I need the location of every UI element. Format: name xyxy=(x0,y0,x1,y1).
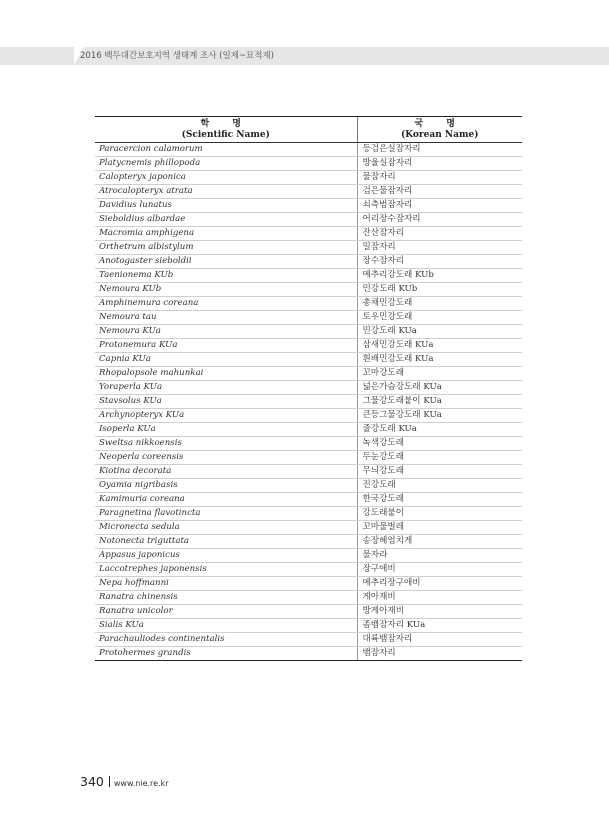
scientific-name-cell: Micronecta sedula xyxy=(95,521,357,535)
scientific-name-cell: Paragnetina flavotincta xyxy=(95,507,357,521)
table-row xyxy=(95,367,522,381)
scientific-name-cell: Paracercion calamorum xyxy=(95,143,357,157)
table-row xyxy=(95,605,522,619)
scientific-name-cell: Anotogaster sieboldii xyxy=(95,255,357,269)
scientific-name-cell: Yoraperla KUa xyxy=(95,381,357,395)
scientific-name-cell: Macromia amphigena xyxy=(95,227,357,241)
korean-name-cell: 민강도래 KUa xyxy=(357,325,522,339)
korean-name-cell: 큰등그물강도래 KUa xyxy=(357,409,522,423)
scientific-name-cell: Isoperla KUa xyxy=(95,423,357,437)
korean-name-cell: 꼬마물벌레 xyxy=(357,521,522,535)
scientific-name-cell: Sialis KUa xyxy=(95,619,357,633)
table-row xyxy=(95,563,522,577)
table-row xyxy=(95,437,522,451)
table-row xyxy=(95,451,522,465)
korean-name-header xyxy=(357,117,522,143)
table-row xyxy=(95,185,522,199)
scientific-name-cell: Calopteryx japonica xyxy=(95,171,357,185)
scientific-name-cell: Nemoura KUb xyxy=(95,283,357,297)
korean-name-cell: 물자라 xyxy=(357,549,522,563)
scientific-name-cell: Amphinemura coreana xyxy=(95,297,357,311)
running-header-title: 2016 백두대간보호지역 생태계 조사 (일제~묘적재) xyxy=(80,51,274,61)
table-row xyxy=(95,395,522,409)
korean-name-cell: 토우민강도래 xyxy=(357,311,522,325)
korean-name-cell: 등검은실잠자리 xyxy=(357,143,522,157)
table-row xyxy=(95,255,522,269)
korean-name-cell: 꼬마강도래 xyxy=(357,367,522,381)
table-row xyxy=(95,311,522,325)
scientific-name-cell: Orthetrum albistylum xyxy=(95,241,357,255)
scientific-name-cell: Nepa hoffmanni xyxy=(95,577,357,591)
korean-name-cell: 그물강도래붙이 KUa xyxy=(357,395,522,409)
table-row xyxy=(95,227,522,241)
species-table-body xyxy=(95,143,522,661)
scientific-name-cell: Nemoura KUa xyxy=(95,325,357,339)
table-row xyxy=(95,423,522,437)
table-row xyxy=(95,521,522,535)
scientific-name-cell: Sweltsa nikkoensis xyxy=(95,437,357,451)
korean-name-cell: 총채민강도래 xyxy=(357,297,522,311)
korean-name-cell: 메추리장구애비 xyxy=(357,577,522,591)
korean-name-cell: 넓은가슴강도래 KUa xyxy=(357,381,522,395)
scientific-name-cell: Protohermes grandis xyxy=(95,647,357,661)
scientific-name-cell: Oyamia nigribasis xyxy=(95,479,357,493)
scientific-name-cell: Protonemura KUa xyxy=(95,339,357,353)
korean-name-cell: 민강도래 KUb xyxy=(357,283,522,297)
scientific-name-cell: Notonecta triguttata xyxy=(95,535,357,549)
scientific-name-cell: Davidius lunatus xyxy=(95,199,357,213)
korean-name-cell: 장수잠자리 xyxy=(357,255,522,269)
table-row xyxy=(95,339,522,353)
korean-name-cell: 장구애비 xyxy=(357,563,522,577)
korean-name-cell: 삼새민강도래 KUa xyxy=(357,339,522,353)
table-row xyxy=(95,241,522,255)
table-row xyxy=(95,577,522,591)
korean-name-cell: 좀뱀잠자리 KUa xyxy=(357,619,522,633)
korean-name-cell: 흰배민강도래 KUa xyxy=(357,353,522,367)
table-row xyxy=(95,619,522,633)
table-row xyxy=(95,409,522,423)
table-row xyxy=(95,381,522,395)
scientific-name-cell: Appasus japonicus xyxy=(95,549,357,563)
table-row xyxy=(95,171,522,185)
table-row xyxy=(95,535,522,549)
table-row xyxy=(95,157,522,171)
table-row xyxy=(95,465,522,479)
scientific-name-cell: Archynopteryx KUa xyxy=(95,409,357,423)
korean-name-cell: 대륙뱀잠자리 xyxy=(357,633,522,647)
table-row xyxy=(95,325,522,339)
table-row xyxy=(95,507,522,521)
scientific-name-cell: Ranatra chinensis xyxy=(95,591,357,605)
table-row xyxy=(95,549,522,563)
scientific-name-cell: Capnia KUa xyxy=(95,353,357,367)
page-footer xyxy=(80,771,169,790)
korean-name-cell: 무늬강도래 xyxy=(357,465,522,479)
footer-divider xyxy=(109,776,110,787)
scientific-name-cell: Stavsolus KUa xyxy=(95,395,357,409)
korean-name-cell: 한국강도래 xyxy=(357,493,522,507)
table-row xyxy=(95,143,522,157)
scientific-name-header xyxy=(95,117,357,143)
scientific-name-cell: Platycnemis phillopoda xyxy=(95,157,357,171)
korean-name-cell: 줄강도래 KUa xyxy=(357,423,522,437)
korean-name-cell: 녹색강도래 xyxy=(357,437,522,451)
table-row xyxy=(95,283,522,297)
table-row xyxy=(95,633,522,647)
korean-name-cell: 어리장수잠자리 xyxy=(357,213,522,227)
scientific-name-cell: Sieboldius albardae xyxy=(95,213,357,227)
table-row xyxy=(95,479,522,493)
scientific-name-cell: Kiotina decorata xyxy=(95,465,357,479)
korean-name-cell: 뱀잠자리 xyxy=(357,647,522,661)
table-row xyxy=(95,213,522,227)
scientific-name-header-ko: 학 명 xyxy=(200,119,252,129)
table-row xyxy=(95,591,522,605)
website-url: www.nie.re.kr xyxy=(113,779,169,788)
korean-name-header-en: (Korean Name) xyxy=(401,130,479,140)
page-number: 340 xyxy=(80,774,104,789)
korean-name-cell: 강도래붙이 xyxy=(357,507,522,521)
table-row xyxy=(95,493,522,507)
korean-name-cell: 방울실잠자리 xyxy=(357,157,522,171)
korean-name-cell: 방게아재비 xyxy=(357,605,522,619)
scientific-name-cell: Kamimuria coreana xyxy=(95,493,357,507)
korean-name-cell: 잔산잠자리 xyxy=(357,227,522,241)
scientific-name-cell: Taenionema KUb xyxy=(95,269,357,283)
table-header-row xyxy=(95,117,522,143)
scientific-name-cell: Parachauliodes continentalis xyxy=(95,633,357,647)
table-row xyxy=(95,269,522,283)
table-row xyxy=(95,297,522,311)
table-row xyxy=(95,353,522,367)
korean-name-cell: 게아재비 xyxy=(357,591,522,605)
table-row xyxy=(95,199,522,213)
scientific-name-cell: Nemoura tau xyxy=(95,311,357,325)
scientific-name-header-en: (Scientific Name) xyxy=(181,130,270,140)
korean-name-cell: 밀잠자리 xyxy=(357,241,522,255)
korean-name-cell: 검은물잠자리 xyxy=(357,185,522,199)
korean-name-cell: 물잠자리 xyxy=(357,171,522,185)
scientific-name-cell: Laccotrephes japonensis xyxy=(95,563,357,577)
korean-name-header-ko: 국 명 xyxy=(414,119,466,129)
korean-name-cell: 메추리강도래 KUb xyxy=(357,269,522,283)
scientific-name-cell: Rhopalopsole mahunkai xyxy=(95,367,357,381)
scientific-name-cell: Neoperla coreensis xyxy=(95,451,357,465)
korean-name-cell: 두눈강도래 xyxy=(357,451,522,465)
korean-name-cell: 쇠측범잠자리 xyxy=(357,199,522,213)
scientific-name-cell: Atrocalopteryx atrata xyxy=(95,185,357,199)
species-table xyxy=(95,116,522,661)
korean-name-cell: 송장헤엄치게 xyxy=(357,535,522,549)
scientific-name-cell: Ranatra unicolor xyxy=(95,605,357,619)
korean-name-cell: 진강도래 xyxy=(357,479,522,493)
table-row xyxy=(95,647,522,661)
